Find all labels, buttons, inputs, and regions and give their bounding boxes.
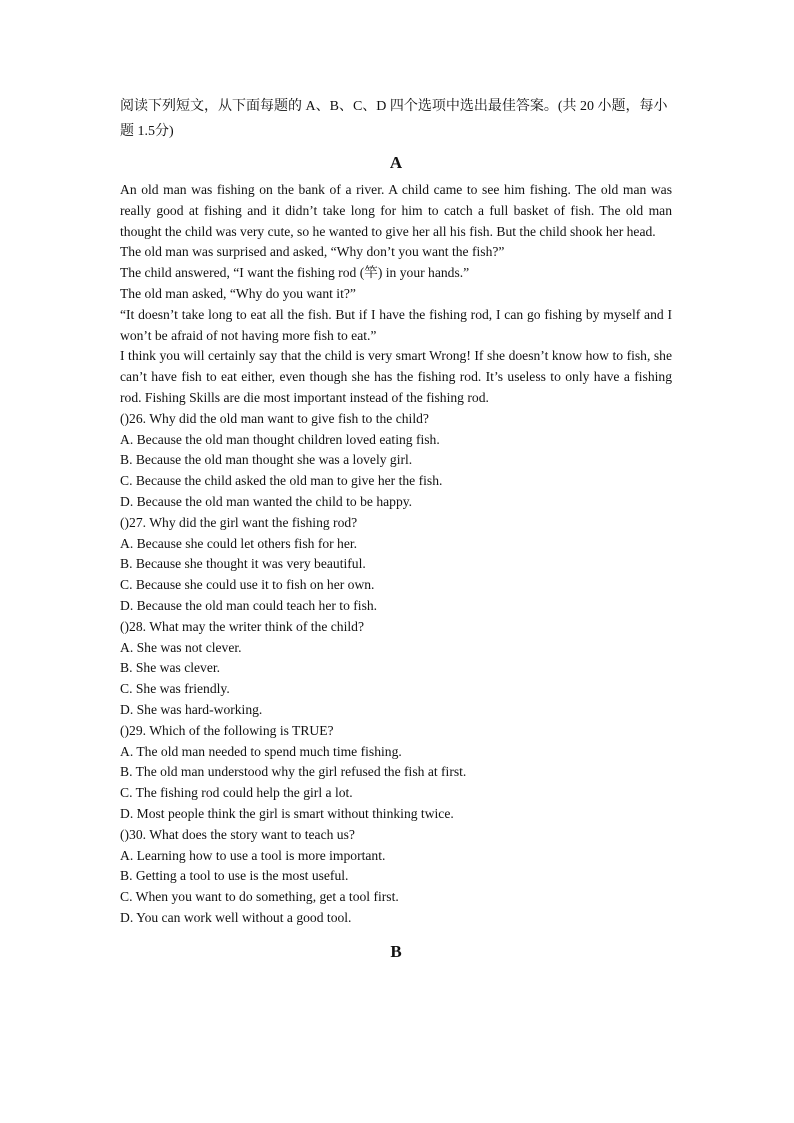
question-29 [120,721,672,825]
passage-paragraph: The child answered, “I want the fishing rod (竿) in your hands.” [120,265,470,281]
instructions: 阅读下列短文，从下面每题的 A、B、C、D 四个选项中选出最佳答案。(共 20 小题，每小题 1.5分) [120,99,668,139]
question-28 [120,617,672,721]
option-b: B. Getting a tool to use is the most useful. [120,868,349,884]
document-page [120,94,672,963]
option-a: A. Learning how to use a tool is more important. [120,847,386,863]
question-list [120,409,672,929]
option-b: B. The old man understood why the girl refused the fish at first. [120,764,467,780]
question-stem: ()29. Which of the following is TRUE? [120,722,334,738]
option-c: C. The fishing rod could help the girl a lot. [120,785,353,801]
option-d: D. Most people think the girl is smart without thinking twice. [120,805,454,821]
question-stem: ()27. Why did the girl want the fishing rod? [120,514,358,530]
passage-paragraph: “It doesn’t take long to eat all the fish. But if I have the fishing rod, I can go fishing by myself and I won’t be afraid of not having more fish to eat.” [120,306,672,343]
question-stem: ()26. Why did the old man want to give fish to the child? [120,410,429,426]
passage-paragraph: An old man was fishing on the bank of a river. A child came to see him fishing. The old man was really good at fishing and it didn’t take long for him to catch a full basket of fish. The old man thought the child was very cute, so he wanted to give her all his fish. But the child shook her head. [120,182,672,239]
question-stem: ()28. What may the writer think of the child? [120,618,364,634]
option-c: C. When you want to do something, get a tool first. [120,889,399,905]
passage-paragraph: The old man was surprised and asked, “Why don’t you want the fish?” [120,244,505,260]
option-d: D. Because the old man could teach her to fish. [120,597,378,613]
option-d: D. She was hard-working. [120,701,263,717]
passage-paragraph: The old man asked, “Why do you want it?” [120,285,356,301]
passage-paragraph: I think you will certainly say that the child is very smart Wrong! If she doesn’t know how to fish, she can’t have fish to eat either, even though she has the fishing rod. It’s useless to only have a fishing rod. Fishing Skills are die most important instead of the fishing rod. [120,348,672,405]
option-c: C. She was friendly. [120,681,230,697]
option-d: D. You can work well without a good tool. [120,909,352,925]
option-a: A. She was not clever. [120,639,242,655]
section-b-title: B [390,941,402,961]
option-b: B. She was clever. [120,660,221,676]
section-a-title: A [389,153,403,172]
option-a: A. Because she could let others fish for her. [120,535,358,551]
option-d: D. Because the old man wanted the child to be happy. [120,493,413,509]
option-c: C. Because the child asked the old man to give her the fish. [120,473,443,489]
passage-a [120,180,672,409]
option-b: B. Because the old man thought she was a lovely girl. [120,452,413,468]
question-26 [120,409,672,513]
question-stem: ()30. What does the story want to teach us? [120,826,355,842]
option-a: A. Because the old man thought children loved eating fish. [120,431,440,447]
option-a: A. The old man needed to spend much time fishing. [120,743,402,759]
option-c: C. Because she could use it to fish on her own. [120,577,375,593]
question-27 [120,513,672,617]
question-30 [120,825,672,929]
option-b: B. Because she thought it was very beautiful. [120,556,366,572]
